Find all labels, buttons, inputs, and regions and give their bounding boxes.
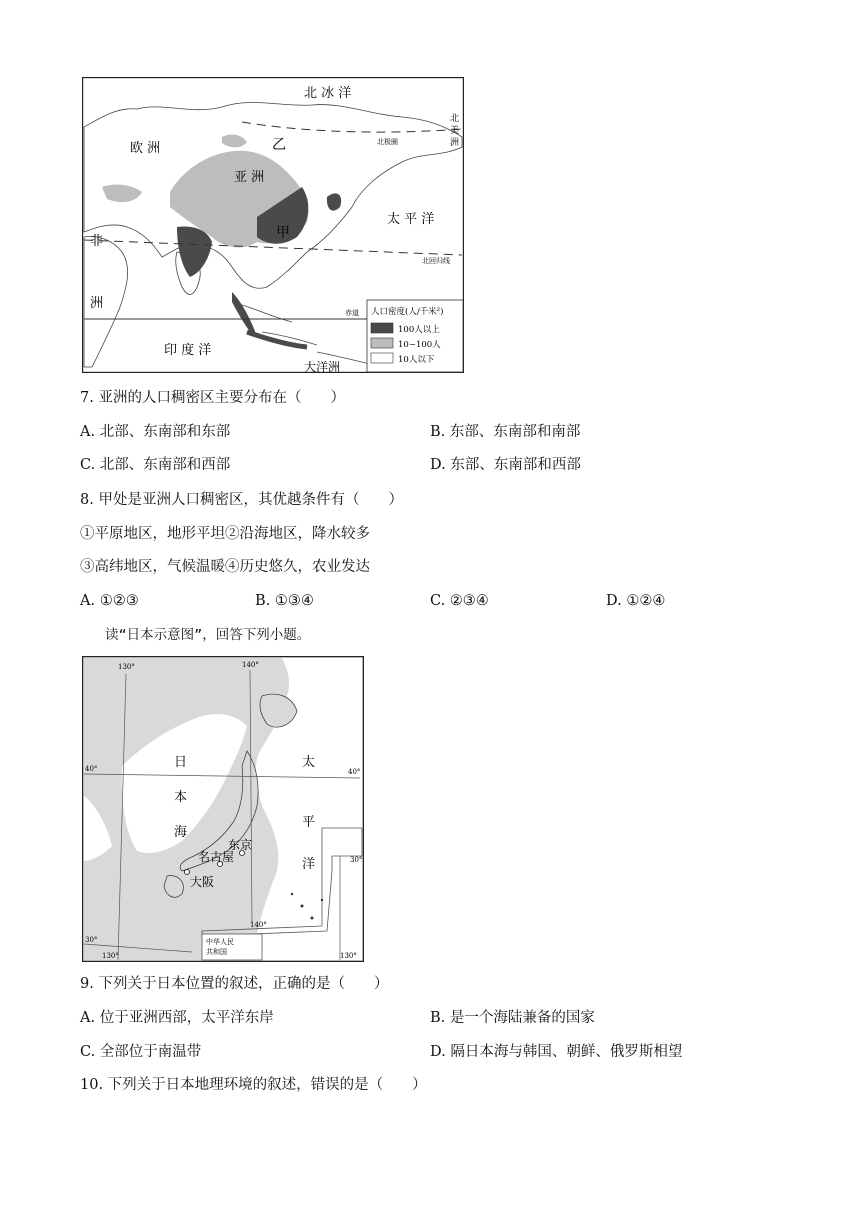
sea-of-japan-3: 海	[174, 825, 188, 840]
legend-swatch-mid	[371, 338, 393, 348]
q8-option-a[interactable]: A. ①②③	[80, 593, 139, 609]
lat-30-label-left: 30°	[85, 936, 98, 944]
pacific-1: 太	[302, 755, 316, 770]
q8-stem: 8. 甲处是亚洲人口稠密区，其优越条件有（ ）	[80, 492, 403, 508]
legend-swatch-low	[371, 353, 393, 363]
sea-of-japan-2: 本	[174, 790, 188, 805]
q9-stem: 9. 下列关于日本位置的叙述，正确的是（ ）	[80, 976, 389, 992]
lat-40-label-left: 40°	[85, 765, 98, 773]
pacific-3: 洋	[302, 857, 316, 872]
oceania-label: 大洋洲	[304, 360, 341, 373]
japan-map	[82, 656, 364, 962]
legend-label-mid: 10~100人	[398, 340, 441, 350]
north-america-label: 北美洲	[450, 114, 460, 148]
q9-option-b[interactable]: B. 是一个海陆兼备的国家	[430, 1010, 595, 1026]
tokyo-label: 东京	[228, 838, 253, 852]
lat-30-label-right: 30°	[350, 856, 363, 864]
europe-label: 欧 洲	[130, 141, 161, 156]
pacific-label: 太 平 洋	[387, 212, 435, 227]
nagoya-label: 名古屋	[198, 850, 235, 864]
q10-stem: 10. 下列关于日本地理环境的叙述，错误的是（ ）	[80, 1077, 427, 1093]
legend-swatch-high	[371, 323, 393, 333]
pacific-2: 平	[302, 815, 316, 830]
legend-title: 人口密度(人/千米²)	[371, 307, 444, 317]
tropic-label: 北回归线	[422, 257, 450, 265]
osaka-label: 大阪	[190, 875, 215, 889]
q8-statement-1: ①平原地区，地形平坦②沿海地区，降水较多	[80, 526, 370, 542]
osaka-marker	[185, 870, 190, 875]
section-intro: 读“日本示意图”，回答下列小题。	[105, 627, 311, 643]
sea-of-japan-1: 日	[174, 755, 188, 770]
jia-label: 甲	[276, 225, 290, 241]
q8-statement-2: ③高纬地区，气候温暖④历史悠久，农业发达	[80, 559, 370, 575]
asia-population-map	[82, 77, 464, 373]
q9-option-d[interactable]: D. 隔日本海与韩国、朝鲜、俄罗斯相望	[430, 1044, 683, 1060]
q9-option-c[interactable]: C. 全部位于南温带	[80, 1044, 202, 1060]
q7-option-c[interactable]: C. 北部、东南部和西部	[80, 457, 231, 473]
lat-40-label-right: 40°	[348, 768, 361, 776]
lon-140-label-bottom: 140°	[250, 921, 267, 929]
lon-130-label-right: 130°	[340, 952, 357, 960]
lon-140-label: 140°	[242, 661, 259, 669]
q9-option-a[interactable]: A. 位于亚洲西部，太平洋东岸	[80, 1010, 274, 1026]
q7-stem: 7. 亚洲的人口稠密区主要分布在（ ）	[80, 390, 345, 406]
q8-option-d[interactable]: D. ①②④	[606, 593, 666, 609]
q7-option-b[interactable]: B. 东部、东南部和南部	[430, 424, 581, 440]
legend	[367, 300, 463, 372]
arctic-circle-label: 北极圈	[377, 138, 398, 146]
yi-label: 乙	[272, 137, 286, 153]
africa-label: 非洲	[90, 234, 104, 311]
indian-ocean-label: 印 度 洋	[164, 343, 212, 358]
legend-label-low: 10人以下	[398, 355, 435, 365]
q7-option-d[interactable]: D. 东部、东南部和西部	[430, 457, 581, 473]
q8-option-c[interactable]: C. ②③④	[430, 593, 489, 609]
lon-130-label: 130°	[118, 663, 135, 671]
lon-130-label-bottom: 130°	[102, 952, 119, 960]
asia-label: 亚 洲	[234, 170, 265, 185]
equator-label: 赤道	[345, 309, 359, 317]
q7-option-a[interactable]: A. 北部、东南部和东部	[80, 424, 231, 440]
q8-option-b[interactable]: B. ①③④	[255, 593, 314, 609]
legend-label-high: 100人以上	[398, 325, 440, 335]
prc-label: 中华人民共和国	[206, 938, 234, 956]
arctic-ocean-label: 北 冰 洋	[304, 86, 352, 101]
